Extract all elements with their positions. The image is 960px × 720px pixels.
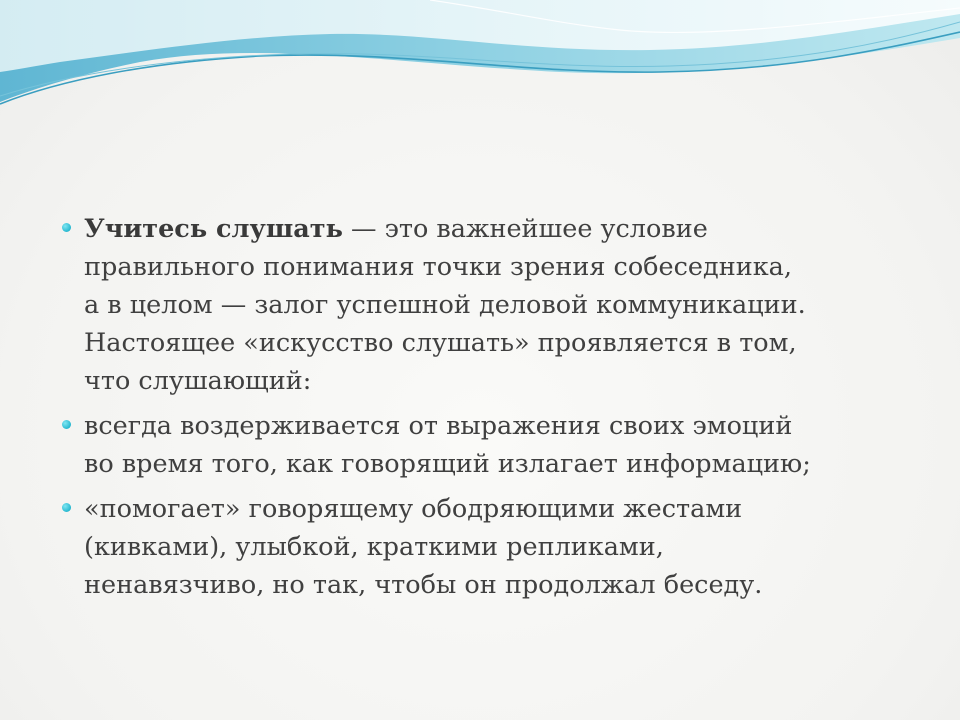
bullet-text-line: что слушающий: — [84, 366, 312, 396]
bullet-text-line: правильного понимания точки зрения собеседника, — [84, 252, 792, 282]
bullet-text-line: во время того, как говорящий излагает информацию; — [84, 449, 811, 479]
bullet-dot-icon — [62, 420, 71, 429]
bullet-dot-icon — [62, 503, 71, 512]
bullet-item-2 — [62, 407, 922, 483]
bullet-text-line: ненавязчиво, но так, чтобы он продолжал беседу. — [84, 570, 763, 600]
bullet-text-line: всегда воздерживается от выражения своих эмоций — [84, 411, 793, 441]
bullet-list — [62, 210, 922, 611]
bullet-text-line: — это важнейшее условие — [342, 214, 708, 244]
bullet-text-line: а в целом — залог успешной деловой коммуникации. — [84, 290, 806, 320]
header-wave-decoration — [0, 0, 960, 130]
bullet-text-line: «помогает» говорящему ободряющими жестами — [84, 494, 743, 524]
bullet-item-1 — [62, 210, 922, 400]
bullet-text-line: (кивками), улыбкой, краткими репликами, — [84, 532, 664, 562]
bullet-dot-icon — [62, 223, 71, 232]
bullet-text-line: Настоящее «искусство слушать» проявляется в том, — [84, 328, 797, 358]
bullet-lead-bold: Учитесь слушать — [84, 214, 343, 244]
bullet-item-3 — [62, 490, 922, 604]
